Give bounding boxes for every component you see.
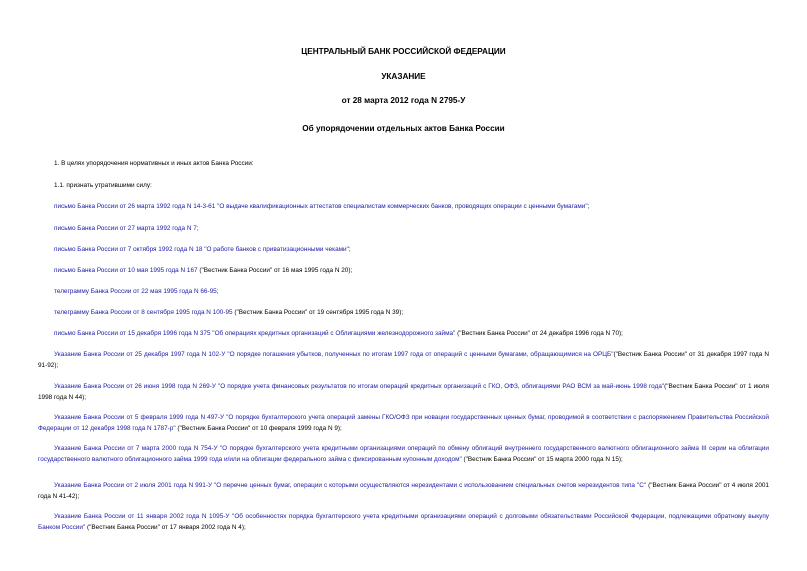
document-link[interactable]: телеграмму Банка России от 8 сентября 1995 года N 100-95 [54,309,233,316]
list-item: Указание Банка России от 25 декабря 1997 года N 102-У "О порядке погашения убытков, полученных по итогам 1997 года от операций с ценными бумагами, обращающимися на ОРЦБ"("Вестник Банка России" от 31 декабря 1997 года N 91-92); [38,351,769,369]
document-link[interactable]: письмо Банка России от 26 марта 1992 года N 14-3-61 "О выдаче квалификационных аттестатов специалистам коммерческих банков, проводящих операции с ценными бумагами" [54,203,588,210]
list-item: телеграмму Банка России от 22 мая 1995 года N 66-95; [54,288,219,295]
list-item: письмо Банка России от 7 октября 1992 года N 18 "О работе банков с приватизационными чеками"; [54,246,351,253]
list-item: Указание Банка России от 5 февраля 1999 года N 497-У "О порядке бухгалтерского учета операций замены ГКО/ОФЗ при новации государственных ценных бумаг, проводимой в соответствии с распоряжением Правительства Российской Федерации от 12 декабря 1998 года N 1787-р" ("Вестник Банка России" от 10 февраля 1999 года N 9); [38,414,769,432]
document-link[interactable]: Указание Банка России от 5 февраля 1999 года N 497-У "О порядке бухгалтерского учета операций замены ГКО/ОФЗ при новации государственных ценных бумаг, проводимой в соответствии с распоряжением Правительства Российской Федерации от 12 декабря 1998 года N 1787-р" [38,414,769,432]
document-link[interactable]: телеграмму Банка России от 22 мая 1995 года N 66-95 [54,288,217,295]
document-type-heading: УКАЗАНИЕ [381,72,426,81]
document-link[interactable]: Указание Банка России от 11 января 2002 года N 1095-У "Об особенностях порядка бухгалтерского учета кредитными организациями операций с долговыми обязательствами Российской Федерации, подлежащими обратному выкупу Банком России" [38,513,769,531]
document-link[interactable]: Указание Банка России от 7 марта 2000 года N 754-У "О порядке бухгалтерского учета кредитными организациями операций по обмену облигаций внутреннего государственного валютного облигационного займа III серии на облигации государственного валютного облигационного займа 1999 года и/или на облигации федерального займа с фиксированным купонным доходом" [38,445,769,463]
list-item: Указание Банка России от 7 марта 2000 года N 754-У "О порядке бухгалтерского учета кредитными организациями операций по обмену облигаций внутреннего государственного валютного облигационного займа III серии на облигации государственного валютного облигационного займа 1999 года и/или на облигации федерального займа с фиксированным купонным доходом" ("Вестник Банка России" от 15 марта 2000 года N 15); [38,445,769,463]
date-number-heading: от 28 марта 2012 года N 2795-У [341,96,466,105]
list-item: письмо Банка России от 26 марта 1992 года N 14-3-61 "О выдаче квалификационных аттестатов специалистам коммерческих банков, проводящих операции с ценными бумагами"; [54,203,590,210]
document-link[interactable]: письмо Банка России от 27 марта 1992 года N 7 [54,225,197,232]
document-link[interactable]: Указание Банка России от 26 июня 1998 года N 269-У "О порядке учета финансовых результатов по итогам операций кредитных организаций с ГКО, ОФЗ, облигациями РАО ВСМ за май-июнь 1998 года" [54,383,665,390]
paragraph-1-1: 1.1. признать утратившими силу: [54,182,152,189]
document-title: Об упорядочении отдельных актов Банка России [302,124,505,133]
list-item: телеграмму Банка России от 8 сентября 1995 года N 100-95 ("Вестник Банка России" от 19 сентября 1995 года N 39); [54,309,404,316]
issuer-heading: ЦЕНТРАЛЬНЫЙ БАНК РОССИЙСКОЙ ФЕДЕРАЦИИ [301,47,506,56]
document-link[interactable]: Указание Банка России от 2 июля 2001 года N 991-У "О перечне ценных бумаг, операции с которыми осуществляются нерезидентами с использованием специальных счетов нерезидентов типа "С" [54,482,647,489]
list-item: письмо Банка России от 27 марта 1992 года N 7; [54,225,199,232]
list-item: письмо Банка России от 10 мая 1995 года N 167 ("Вестник Банка России" от 16 мая 1995 года N 20); [54,267,353,274]
list-item: Указание Банка России от 2 июля 2001 года N 991-У "О перечне ценных бумаг, операции с которыми осуществляются нерезидентами с использованием специальных счетов нерезидентов типа "С" ("Вестник Банка России" от 4 июля 2001 года N 41-42); [38,482,769,500]
document-link[interactable]: письмо Банка России от 10 мая 1995 года N 167 [54,267,198,274]
document-link[interactable]: письмо Банка России от 15 декабря 1996 года N 375 "Об операциях кредитных организаций с Облигациями железнодорожного займа" [54,330,456,337]
document-link[interactable]: письмо Банка России от 7 октября 1992 года N 18 "О работе банков с приватизационными чеками" [54,246,349,253]
list-item: Указание Банка России от 26 июня 1998 года N 269-У "О порядке учета финансовых результатов по итогам операций кредитных организаций с ГКО, ОФЗ, облигациями РАО ВСМ за май-июнь 1998 года"("Вестник Банка России" от 1 июля 1998 года N 44); [38,383,769,401]
list-item: письмо Банка России от 15 декабря 1996 года N 375 "Об операциях кредитных организаций с Облигациями железнодорожного займа" ("Вестник Банка России" от 24 декабря 1996 года N 70); [54,330,623,337]
list-item: Указание Банка России от 11 января 2002 года N 1095-У "Об особенностях порядка бухгалтерского учета кредитными организациями операций с долговыми обязательствами Российской Федерации, подлежащими обратному выкупу Банком России" ("Вестник Банка России" от 17 января 2002 года N 4); [38,513,769,531]
document-link[interactable]: Указание Банка России от 25 декабря 1997 года N 102-У "О порядке погашения убытков, полученных по итогам 1997 года от операций с ценными бумагами, обращающимися на ОРЦБ" [54,351,614,358]
paragraph-1: 1. В целях упорядочения нормативных и иных актов Банка России: [54,160,254,167]
